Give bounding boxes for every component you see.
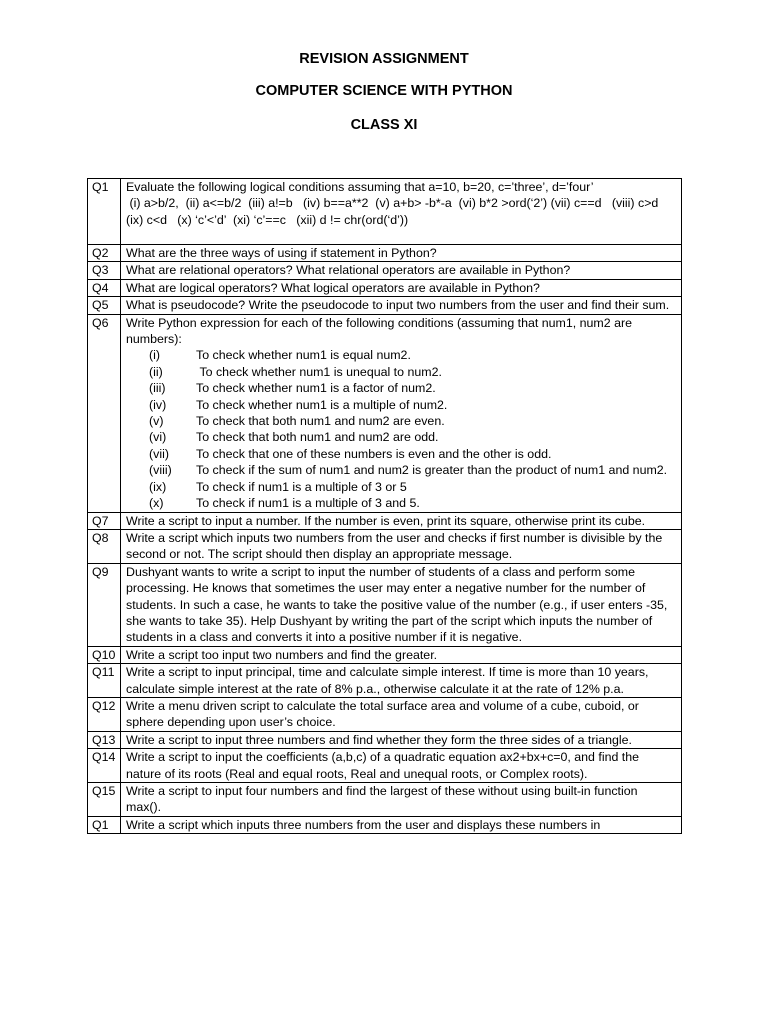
question-row [88,646,682,663]
question-text-cell [121,297,682,314]
question-text: What are relational operators? What relational operators are available in Python? [126,263,571,278]
subject-title: COMPUTER SCIENCE WITH PYTHON [255,83,513,99]
questions-table [87,178,682,834]
sub-question-number: (iv) [149,397,167,412]
question-text-cell [121,646,682,663]
question-number: Q15 [88,783,121,817]
question-text-cell [121,664,682,698]
question-number: Q4 [88,279,121,296]
question-text-cell [121,314,682,512]
question-text: Write a script to input three numbers and find whether they form the three sides of a triangle. [126,732,632,747]
question-row [88,731,682,748]
question-number: Q3 [88,262,121,279]
sub-question [126,413,676,429]
sub-question-number: (ix) [149,479,167,494]
sub-question-number: (i) [149,348,161,363]
question-number: Q1 [88,179,121,245]
question-text: Write a script which inputs three numbers from the user and displays these numbers in [126,817,601,832]
question-text: Write a script to input four numbers and find the largest of these without using built-in function max(). [126,784,641,815]
sub-question [126,479,676,495]
sub-question [126,462,676,478]
question-number: Q2 [88,245,121,262]
sub-question-text: To check that both num1 and num2 are odd. [196,430,439,445]
sub-question-text: To check whether num1 is a factor of num2. [196,381,436,396]
sub-question-text: To check that both num1 and num2 are even. [196,414,445,429]
sub-question [126,495,676,511]
sub-question-text: To check whether num1 is a multiple of num2. [196,397,448,412]
question-text: What are the three ways of using if statement in Python? [126,246,437,260]
question-row [88,816,682,833]
sub-question-text: To check if the sum of num1 and num2 is greater than the product of num1 and num2. [196,463,668,478]
question-row [88,297,682,314]
question-text-cell [121,179,682,245]
question-text-cell [121,279,682,296]
sub-question [126,380,676,396]
question-text-cell [121,245,682,262]
question-number: Q6 [88,314,121,512]
question-number: Q1 [88,816,121,833]
sub-question-number: (x) [149,496,164,511]
sub-question [126,347,676,363]
sub-question-number: (v) [149,414,164,429]
question-row [88,245,682,262]
assignment-title: REVISION ASSIGNMENT [299,51,469,67]
question-text: Dushyant wants to write a script to input the number of students of a class and perform some processing. He knows that sometimes the user may enter a negative number for the number of students. In such a case, he wants to take the positive value of the number (e.g., if user enters -35, she wants to take 35). Help Dushyant by writing the part of the script which inputs the number of students in a class and converts it into a positive number if it is negative. [126,564,671,645]
sub-question [126,397,676,413]
question-row [88,749,682,783]
question-number: Q12 [88,697,121,731]
question-text-cell [121,731,682,748]
question-row [88,563,682,646]
question-text: Write Python expression for each of the following conditions (assuming that num1, num2 are numbers): [126,315,636,347]
sub-question-number: (viii) [149,463,172,478]
question-number: Q9 [88,563,121,646]
question-row [88,262,682,279]
question-text-cell [121,529,682,563]
question-number: Q13 [88,731,121,748]
sub-question [126,446,676,462]
question-number: Q10 [88,646,121,663]
question-row [88,697,682,731]
sub-question-number: (vi) [149,430,167,445]
question-text: Write a script which inputs two numbers from the user and checks if first number is divisible by the second or not. The script should then display an appropriate message. [126,530,666,562]
sub-question-text: To check if num1 is a multiple of 3 or 5 [196,479,407,494]
question-text-cell [121,783,682,817]
question-text-cell [121,749,682,783]
question-text: Evaluate the following logical conditions assuming that a=10, b=20, c=’three’, d=’four’ (i) a>b/2, (ii) a<=b/2 (iii) a!=b (iv) b==a**2 (v) a+b> -b*-a (vi) b*2 >ord(‘2’) (vii) c==d (viii) c>d (ix) c<d (x) ‘c’<’d’ (xi) ‘c’==c (xii) d != chr(ord(‘d’)) [126,180,659,227]
question-text: Write a script to input a number. If the number is even, print its square, otherwise print its cube. [126,513,646,528]
sub-question-text: To check if num1 is a multiple of 3 and 5. [196,496,420,511]
sub-question-number: (ii) [149,364,163,379]
question-number: Q8 [88,529,121,563]
sub-question-text: To check whether num1 is unequal to num2. [196,364,442,379]
sub-question-number: (iii) [149,381,166,396]
sub-question [126,429,676,445]
question-row [88,512,682,529]
sub-question-text: To check that one of these numbers is even and the other is odd. [196,446,552,461]
question-row [88,783,682,817]
sub-question-number: (vii) [149,446,169,461]
question-row [88,179,682,245]
question-text: Write a script to input principal, time and calculate simple interest. If time is more than 10 years, calculate simple interest at the rate of 8% p.a., otherwise calculate it at the rate of 12% p.a. [126,665,652,696]
question-text-cell [121,262,682,279]
question-number: Q11 [88,664,121,698]
question-text-cell [121,563,682,646]
question-text: Write a menu driven script to calculate the total surface area and volume of a cube, cuboid, or sphere depending upon user’s choice. [126,698,643,730]
class-title: CLASS XI [350,117,418,133]
question-text: What are logical operators? What logical operators are available in Python? [126,280,540,295]
question-number: Q14 [88,749,121,783]
question-text: What is pseudocode? Write the pseudocode to input two numbers from the user and find their sum. [126,298,670,313]
sub-question-text: To check whether num1 is equal num2. [196,348,411,363]
question-text-cell [121,816,682,833]
sub-question [126,364,676,380]
question-text-cell [121,512,682,529]
question-text: Write a script too input two numbers and find the greater. [126,647,438,662]
question-row [88,529,682,563]
question-number: Q7 [88,512,121,529]
question-text-cell [121,697,682,731]
question-row [88,279,682,296]
question-row [88,664,682,698]
question-text: Write a script to input the coefficients (a,b,c) of a quadratic equation ax2+bx+c=0, and find the nature of its roots (Real and equal roots, Real and unequal roots, or Complex roots). [126,750,643,781]
question-number: Q5 [88,297,121,314]
question-row [88,314,682,512]
